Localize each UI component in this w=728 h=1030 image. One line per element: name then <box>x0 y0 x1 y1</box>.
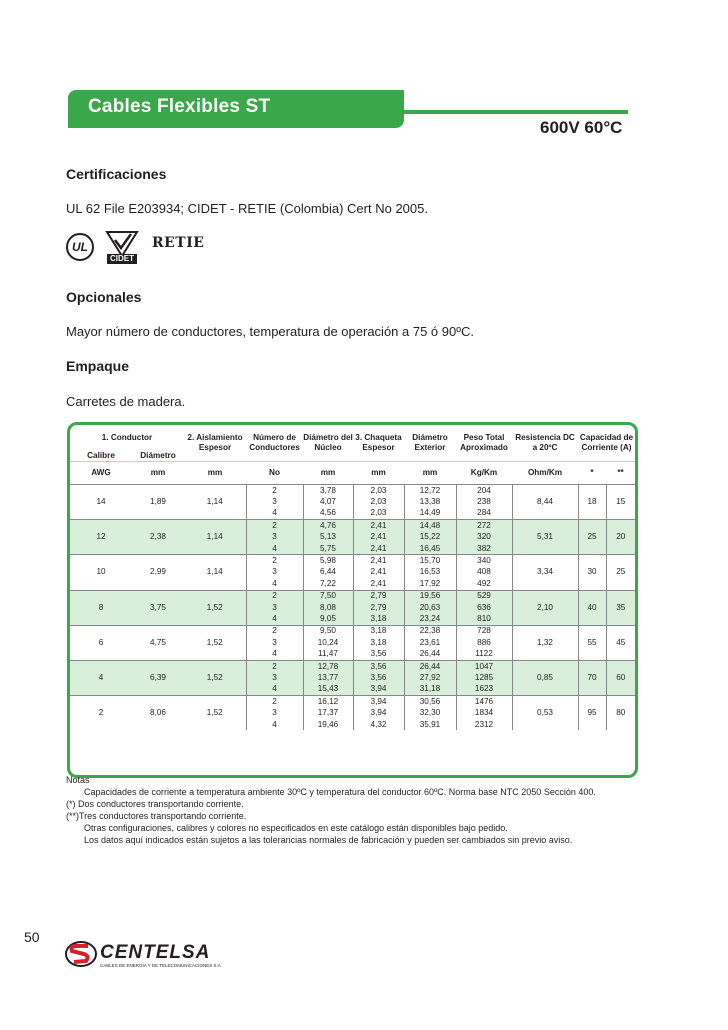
table-cell: 4 <box>246 684 303 696</box>
table-cell: 2312 <box>456 719 512 730</box>
table-cell: 4 <box>246 578 303 590</box>
table-cell: 8,06 <box>132 696 184 731</box>
table-cell: 14 <box>70 485 132 520</box>
table-cell: 3,94 <box>353 696 404 708</box>
table-cell: 1,32 <box>512 625 578 660</box>
table-cell: 1,89 <box>132 485 184 520</box>
table-row <box>70 625 635 637</box>
table-cell: 636 <box>456 602 512 613</box>
cidet-logo-label: CIDET <box>107 254 137 264</box>
table-cell: 14,48 <box>404 520 456 532</box>
table-cell: 1476 <box>456 696 512 708</box>
table-cell: 15,70 <box>404 555 456 567</box>
table-cell: 26,44 <box>404 660 456 672</box>
table-cell: 10 <box>70 555 132 590</box>
table-cell: 8,08 <box>303 602 353 613</box>
table-cell: 2,03 <box>353 496 404 507</box>
table-cell: 3,94 <box>353 684 404 696</box>
table-cell: 16,45 <box>404 543 456 555</box>
table-cell: 8,44 <box>512 485 578 520</box>
table-cell: 45 <box>606 625 635 660</box>
unit-cell: Ohm/Km <box>512 462 578 485</box>
table-cell: 2,41 <box>353 520 404 532</box>
certificaciones-text: UL 62 File E203934; CIDET - RETIE (Colombia) Cert No 2005. <box>66 201 428 216</box>
table-cell: 40 <box>578 590 606 625</box>
unit-cell: mm <box>184 462 246 485</box>
header-conductor: 1. Conductor <box>101 433 153 442</box>
table-cell: 1,52 <box>184 590 246 625</box>
table-cell: 2 <box>246 555 303 567</box>
table-cell: 60 <box>606 660 635 695</box>
header-resistencia: Resistencia DC a 20ºC <box>515 433 575 452</box>
ul-logo-icon: UL <box>66 233 94 261</box>
header-num-conductores: Número de Conductores <box>249 433 300 452</box>
unit-cell: Kg/Km <box>456 462 512 485</box>
table-cell: 5,13 <box>303 532 353 543</box>
unit-cell: * <box>578 462 606 485</box>
table-cell: 1,14 <box>184 520 246 555</box>
table-cell: 6,39 <box>132 660 184 695</box>
table-cell: 3 <box>246 707 303 718</box>
table-cell: 1,14 <box>184 555 246 590</box>
table-cell: 340 <box>456 555 512 567</box>
header-peso: Peso Total Aproximado <box>460 433 508 452</box>
note-line: (*) Dos conductores transportando corriente. <box>66 799 244 809</box>
header-diam-nucleo: Diámetro del Núcleo <box>303 433 353 452</box>
table-cell: 2,03 <box>353 508 404 520</box>
table-cell: 3,78 <box>303 485 353 497</box>
table-cell: 35,91 <box>404 719 456 730</box>
unit-cell: mm <box>404 462 456 485</box>
table-cell: 6 <box>70 625 132 660</box>
table-cell: 4,75 <box>132 625 184 660</box>
table-cell: 1285 <box>456 672 512 683</box>
opcionales-heading: Opcionales <box>66 289 142 305</box>
table-cell: 2,41 <box>353 543 404 555</box>
table-row <box>70 660 635 672</box>
spec-table-frame <box>67 422 638 778</box>
table-row <box>70 590 635 602</box>
table-cell: 19,56 <box>404 590 456 602</box>
centelsa-logo-icon <box>64 940 98 968</box>
table-body <box>70 485 635 731</box>
table-cell: 4 <box>70 660 132 695</box>
header-aislamiento: 2. Aislamiento Espesor <box>187 433 243 452</box>
table-cell: 4,32 <box>353 719 404 730</box>
table-cell: 15 <box>606 485 635 520</box>
table-cell: 3 <box>246 637 303 648</box>
table-cell: 2,79 <box>353 590 404 602</box>
table-cell: 2,41 <box>353 578 404 590</box>
table-cell: 17,92 <box>404 578 456 590</box>
table-cell: 320 <box>456 532 512 543</box>
table-cell: 2 <box>246 660 303 672</box>
table-cell: 14,49 <box>404 508 456 520</box>
table-cell: 2 <box>246 625 303 637</box>
table-cell: 25 <box>606 555 635 590</box>
table-cell: 3 <box>246 672 303 683</box>
brand-name: CENTELSA <box>100 942 211 963</box>
header-diam-exterior: Diámetro Exterior <box>412 433 448 452</box>
unit-cell: mm <box>303 462 353 485</box>
table-cell: 11,47 <box>303 648 353 660</box>
table-cell: 70 <box>578 660 606 695</box>
table-cell: 12,78 <box>303 660 353 672</box>
table-cell: 3,34 <box>512 555 578 590</box>
table-cell: 4,76 <box>303 520 353 532</box>
page-title: Cables Flexibles ST <box>88 96 271 117</box>
table-cell: 1047 <box>456 660 512 672</box>
table-row <box>70 555 635 567</box>
table-cell: 2,99 <box>132 555 184 590</box>
unit-cell: AWG <box>70 462 132 485</box>
table-cell: 35 <box>606 590 635 625</box>
certificaciones-heading: Certificaciones <box>66 166 167 182</box>
table-cell: 382 <box>456 543 512 555</box>
table-cell: 3,56 <box>353 648 404 660</box>
notes-title: Notas <box>66 775 90 785</box>
table-cell: 1623 <box>456 684 512 696</box>
table-cell: 2,79 <box>353 602 404 613</box>
table-cell: 4,07 <box>303 496 353 507</box>
table-cell: 26,44 <box>404 648 456 660</box>
table-cell: 5,75 <box>303 543 353 555</box>
table-cell: 204 <box>456 485 512 497</box>
table-cell: 80 <box>606 696 635 731</box>
table-cell: 2,41 <box>353 555 404 567</box>
header-calibre: Calibre <box>87 451 115 460</box>
table-cell: 492 <box>456 578 512 590</box>
table-cell: 3,18 <box>353 613 404 625</box>
table-cell: 886 <box>456 637 512 648</box>
table-row <box>70 485 635 497</box>
table-cell: 17,37 <box>303 707 353 718</box>
empaque-heading: Empaque <box>66 358 130 374</box>
table-cell: 27,92 <box>404 672 456 683</box>
table-cell: 4 <box>246 543 303 555</box>
table-cell: 12 <box>70 520 132 555</box>
table-row <box>70 696 635 708</box>
table-cell: 7,50 <box>303 590 353 602</box>
table-cell: 2 <box>246 520 303 532</box>
table-cell: 2 <box>246 696 303 708</box>
table-cell: 3 <box>246 567 303 578</box>
table-cell: 23,24 <box>404 613 456 625</box>
table-cell: 3,18 <box>353 637 404 648</box>
table-cell: 95 <box>578 696 606 731</box>
table-cell: 8 <box>70 590 132 625</box>
table-cell: 2 <box>70 696 132 731</box>
table-cell: 1,52 <box>184 625 246 660</box>
table-cell: 3,18 <box>353 625 404 637</box>
table-cell: 2,10 <box>512 590 578 625</box>
header-capacidad: Capacidad de Corriente (A) <box>579 433 634 452</box>
table-cell: 4 <box>246 613 303 625</box>
table-cell: 19,46 <box>303 719 353 730</box>
table-cell: 16,53 <box>404 567 456 578</box>
table-cell: 408 <box>456 567 512 578</box>
table-cell: 2,41 <box>353 567 404 578</box>
table-cell: 30,56 <box>404 696 456 708</box>
table-row <box>70 520 635 532</box>
table-cell: 13,77 <box>303 672 353 683</box>
table-cell: 15,22 <box>404 532 456 543</box>
table-cell: 12,72 <box>404 485 456 497</box>
table-cell: 4 <box>246 508 303 520</box>
table-cell: 3,94 <box>353 707 404 718</box>
table-cell: 16,12 <box>303 696 353 708</box>
table-cell: 4 <box>246 648 303 660</box>
table-cell: 5,31 <box>512 520 578 555</box>
table-cell: 2,03 <box>353 485 404 497</box>
table-cell: 2 <box>246 485 303 497</box>
table-cell: 1834 <box>456 707 512 718</box>
table-cell: 1,52 <box>184 696 246 731</box>
table-cell: 1122 <box>456 648 512 660</box>
table-cell: 1,14 <box>184 485 246 520</box>
table-cell: 25 <box>578 520 606 555</box>
table-cell: 3 <box>246 532 303 543</box>
page-number: 50 <box>24 929 40 945</box>
table-cell: 0,85 <box>512 660 578 695</box>
table-cell: 3,56 <box>353 660 404 672</box>
note-line: (**)Tres conductores transportando corriente. <box>66 811 247 821</box>
table-cell: 3,75 <box>132 590 184 625</box>
table-cell: 9,50 <box>303 625 353 637</box>
table-cell: 238 <box>456 496 512 507</box>
table-cell: 18 <box>578 485 606 520</box>
table-cell: 31,18 <box>404 684 456 696</box>
note-line: Los datos aquí indicados están sujetos a las tolerancias normales de fabricación y pueden ser cambiados sin previo aviso. <box>84 835 573 845</box>
table-cell: 6,44 <box>303 567 353 578</box>
retie-logo: RETIE <box>152 235 205 251</box>
table-cell: 728 <box>456 625 512 637</box>
table-cell: 810 <box>456 613 512 625</box>
unit-cell: mm <box>353 462 404 485</box>
note-line: Otras configuraciones, calibres y colores no especificados en este catálogo están disponibles bajo pedido. <box>84 823 508 833</box>
table-cell: 23,61 <box>404 637 456 648</box>
empaque-text: Carretes de madera. <box>66 394 186 409</box>
table-cell: 4,56 <box>303 508 353 520</box>
table-cell: 3,56 <box>353 672 404 683</box>
table-cell: 2,38 <box>132 520 184 555</box>
table-cell: 2 <box>246 590 303 602</box>
brand-subtitle: CABLES DE ENERGIA Y DE TELECOMUNICACIONES S.A. <box>100 963 223 968</box>
table-cell: 1,52 <box>184 660 246 695</box>
table-cell: 9,05 <box>303 613 353 625</box>
spec-table <box>70 425 635 730</box>
header-chaqueta: 3. Chaqueta Espesor <box>355 433 402 452</box>
table-cell: 5,98 <box>303 555 353 567</box>
table-cell: 55 <box>578 625 606 660</box>
table-cell: 13,38 <box>404 496 456 507</box>
unit-cell: No <box>246 462 303 485</box>
table-cell: 7,22 <box>303 578 353 590</box>
units-row <box>70 462 635 485</box>
table-cell: 15,43 <box>303 684 353 696</box>
table-cell: 32,30 <box>404 707 456 718</box>
table-cell: 529 <box>456 590 512 602</box>
table-cell: 22,38 <box>404 625 456 637</box>
unit-cell: mm <box>132 462 184 485</box>
table-cell: 3 <box>246 496 303 507</box>
table-cell: 20,63 <box>404 602 456 613</box>
table-cell: 0,53 <box>512 696 578 731</box>
note-line: Capacidades de corriente a temperatura ambiente 30ºC y temperatura del conductor 60ºC. Norma base NTC 2050 Sección 400. <box>84 787 596 797</box>
header-diametro: Diámetro <box>140 451 176 460</box>
table-cell: 272 <box>456 520 512 532</box>
unit-cell: ** <box>606 462 635 485</box>
table-cell: 20 <box>606 520 635 555</box>
opcionales-text: Mayor número de conductores, temperatura de operación a 75 ó 90ºC. <box>66 324 474 339</box>
voltage-rating: 600V 60°C <box>540 118 623 137</box>
table-cell: 10,24 <box>303 637 353 648</box>
table-cell: 2,41 <box>353 532 404 543</box>
table-cell: 3 <box>246 602 303 613</box>
table-cell: 284 <box>456 508 512 520</box>
table-cell: 4 <box>246 719 303 730</box>
table-cell: 30 <box>578 555 606 590</box>
